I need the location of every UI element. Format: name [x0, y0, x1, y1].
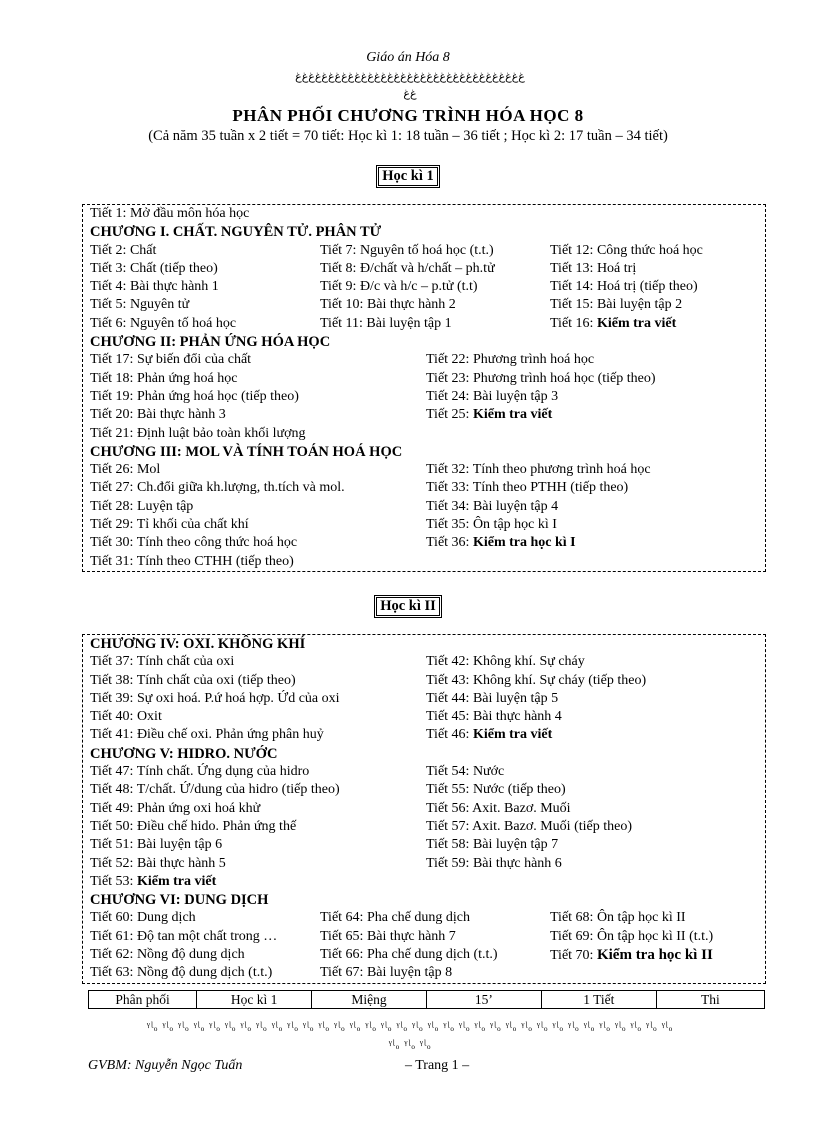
lesson-item: Tiết 64: Pha chế dung dịch	[320, 910, 470, 926]
lesson-number: Tiết 70:	[550, 948, 597, 964]
lesson-row	[83, 781, 765, 799]
lesson-row	[83, 278, 765, 296]
table-cell: Phân phối	[89, 991, 197, 1009]
lesson-number: Tiết 36:	[426, 535, 473, 551]
lesson-item: Tiết 15: Bài luyện tập 2	[550, 297, 683, 313]
lesson-item: Tiết 60: Dung dịch	[90, 910, 196, 926]
teacher-name: GVBM: Nguyễn Ngọc Tuấn	[88, 1058, 243, 1073]
lesson-item: Tiết 13: Hoá trị	[550, 260, 637, 276]
lesson-item: Tiết 68: Ôn tập học kì II	[550, 910, 686, 926]
lesson-item: Tiết 41: Điều chế oxi. Phản ứng phân huỷ	[90, 727, 324, 743]
lesson-item: Tiết 61: Độ tan một chất trong …	[90, 928, 278, 944]
lesson-row	[83, 351, 765, 369]
lesson-row	[83, 800, 765, 818]
table-cell: Học kì 1	[197, 991, 312, 1009]
chapter-title: CHƯƠNG II: PHẢN ỨNG HÓA HỌC	[90, 334, 331, 351]
lesson-item: Tiết 69: Ôn tập học kì II (t.t.)	[550, 928, 714, 944]
lesson-row	[83, 242, 765, 260]
lesson-item: Tiết 48: T/chất. Ứ/dung của hidro (tiếp theo)	[90, 782, 340, 798]
lesson-item	[426, 534, 576, 552]
lesson-row	[83, 553, 765, 571]
lesson-row	[83, 928, 765, 946]
lesson-item: Tiết 55: Nước (tiếp theo)	[426, 782, 566, 798]
lesson-item: Tiết 58: Bài luyện tập 7	[426, 837, 559, 853]
lesson-test-label: Kiểm tra viết	[472, 407, 553, 423]
footer-ornament: ᵞᶩₒ ᵞᶩₒ ᵞᶩₒ ᵞᶩₒ ᵞᶩₒ ᵞᶩₒ ᵞᶩₒ ᵞᶩₒ ᵞᶩₒ ᵞᶩₒ ᵞᶩₒ ᵞᶩₒ ᵞᶩₒ ᵞᶩₒ ᵞᶩₒ ᵞᶩₒ ᵞᶩₒ ᵞᶩₒ ᵞᶩₒ ᵞᶩₒ ᵞᶩₒ ᵞᶩₒ ᵞᶩₒ ᵞᶩₒ ᵞᶩₒ ᵞᶩₒ ᵞᶩₒ ᵞᶩₒ ᵞᶩₒ ᵞᶩₒ ᵞᶩₒ ᵞᶩₒ ᵞᶩₒ ᵞᶩₒ	[146, 1020, 674, 1033]
lesson-item: Tiết 22: Phương trình hoá học	[426, 352, 595, 368]
lesson-row	[83, 726, 765, 744]
semester-1-label: Học kì 1	[378, 167, 438, 186]
lesson-row	[83, 690, 765, 708]
lesson-item: Tiết 67: Bài luyện tập 8	[320, 965, 453, 981]
lesson-item: Tiết 7: Nguyên tố hoá học (t.t.)	[320, 242, 494, 258]
lesson-row	[83, 708, 765, 726]
schedule-table	[88, 990, 765, 1009]
lesson-test-label: Kiểm tra viết	[596, 315, 677, 331]
lesson-row	[83, 315, 765, 333]
lesson-item	[426, 406, 552, 424]
lesson-row	[83, 296, 765, 314]
table-cell: Thi	[656, 991, 764, 1009]
lesson-item: Tiết 4: Bài thực hành 1	[90, 279, 219, 295]
lesson-number: Tiết 53:	[90, 873, 137, 889]
footer-ornament-tail: ᵞᶩₒ ᵞᶩₒ ᵞᶩₒ	[388, 1038, 432, 1051]
chapter-heading	[83, 223, 765, 241]
semester-1-heading	[0, 167, 816, 186]
lesson-row	[83, 388, 765, 406]
lesson-item: Tiết 33: Tính theo PTHH (tiếp theo)	[426, 480, 629, 496]
lesson-item: Tiết 59: Bài thực hành 6	[426, 855, 562, 871]
lesson-row	[83, 763, 765, 781]
lesson-item: Tiết 32: Tính theo phương trình hoá học	[426, 462, 651, 478]
lesson-item: Tiết 56: Axit. Bazơ. Muối	[426, 800, 571, 816]
chapter-title: CHƯƠNG V: HIDRO. NƯỚC	[90, 745, 278, 762]
lesson-item: Tiết 34: Bài luyện tập 4	[426, 498, 559, 514]
chapter-title: CHƯƠNG IV: OXI. KHÔNG KHÍ	[90, 636, 306, 652]
lesson-item: Tiết 19: Phản ứng hoá học (tiếp theo)	[90, 388, 299, 404]
lesson-row	[83, 818, 765, 836]
lesson-row	[83, 964, 765, 982]
ornament-divider: ﻍﻍﻍﻍﻍﻍﻍﻍﻍﻍﻍﻍﻍﻍﻍﻍﻍﻍﻍﻍﻍﻍﻍﻍﻍﻍﻍﻍﻍﻍﻍﻍﻍﻍﻍ	[295, 71, 525, 83]
lesson-item: Tiết 39: Sự oxi hoá. P.ứ hoá hợp. Ứd của oxi	[90, 690, 340, 706]
lesson-item: Tiết 17: Sự biến đổi của chất	[90, 352, 252, 368]
chapter-heading	[83, 745, 765, 763]
lesson-item: Tiết 30: Tính theo công thức hoá học	[90, 535, 298, 551]
lesson-item: Tiết 37: Tính chất của oxi	[90, 654, 235, 670]
lesson-item: Tiết 21: Định luật bảo toàn khối lượng	[90, 425, 306, 441]
lesson-item: Tiết 28: Luyện tập	[90, 498, 194, 514]
lesson-item: Tiết 24: Bài luyện tập 3	[426, 388, 559, 404]
table-row	[89, 991, 765, 1009]
document-header: Giáo án Hóa 8	[366, 50, 450, 65]
lesson-item: Tiết 66: Pha chế dung dịch (t.t.)	[320, 947, 498, 963]
lesson-item: Tiết 5: Nguyên tử	[90, 297, 190, 313]
lesson-item: Tiết 40: Oxit	[90, 709, 162, 725]
lesson-item: Tiết 1: Mở đầu môn hóa học	[90, 206, 250, 221]
lesson-row	[83, 370, 765, 388]
lesson-item: Tiết 2: Chất	[90, 242, 157, 258]
lesson-item: Tiết 52: Bài thực hành 5	[90, 855, 226, 871]
lesson-item: Tiết 63: Nồng độ dung dịch (t.t.)	[90, 965, 273, 981]
lesson-item: Tiết 44: Bài luyện tập 5	[426, 690, 559, 706]
lesson-item: Tiết 12: Công thức hoá học	[550, 242, 703, 258]
ornament-divider-tail: ﻍﻍ	[403, 88, 417, 100]
lesson-item: Tiết 38: Tính chất của oxi (tiếp theo)	[90, 672, 296, 688]
lesson-number: Tiết 25:	[426, 407, 473, 423]
lesson-item: Tiết 9: Đ/c và h/c – p.tử (t.t)	[320, 279, 478, 295]
semester-1-box	[82, 204, 766, 572]
lesson-row	[83, 534, 765, 552]
lesson-item: Tiết 3: Chất (tiếp theo)	[90, 260, 218, 276]
lesson-row	[83, 909, 765, 927]
lesson-item: Tiết 26: Mol	[90, 462, 161, 478]
lesson-item: Tiết 11: Bài luyện tập 1	[320, 315, 452, 331]
chapter-title: CHƯƠNG I. CHẤT. NGUYÊN TỬ. PHÂN TỬ	[90, 224, 382, 241]
lesson-test-label: Kiểm tra viết	[472, 727, 553, 743]
lesson-item: Tiết 10: Bài thực hành 2	[320, 297, 456, 313]
lesson-row	[83, 516, 765, 534]
lesson-test-label: Kiểm tra học kì I	[472, 535, 576, 551]
lesson-item: Tiết 35: Ôn tập học kì I	[426, 517, 557, 533]
lesson-item: Tiết 27: Ch.đổi giữa kh.lượng, th.tích và mol.	[90, 480, 345, 496]
lesson-item: Tiết 47: Tính chất. Ứng dụng của hidro	[90, 764, 310, 780]
lesson-item	[550, 315, 676, 333]
semester-2-label: Học kì II	[376, 597, 440, 616]
lesson-item: Tiết 31: Tính theo CTHH (tiếp theo)	[90, 553, 294, 569]
chapter-title: CHƯƠNG VI: DUNG DỊCH	[90, 892, 269, 909]
lesson-row	[83, 873, 765, 891]
lesson-item: Tiết 14: Hoá trị (tiếp theo)	[550, 279, 698, 295]
lesson-row	[83, 653, 765, 671]
lesson-row	[83, 498, 765, 516]
lesson-item: Tiết 20: Bài thực hành 3	[90, 407, 226, 423]
lesson-row	[83, 406, 765, 424]
lesson-item: Tiết 57: Axit. Bazơ. Muối (tiếp theo)	[426, 818, 632, 834]
lesson-item	[90, 873, 216, 891]
chapter-title: CHƯƠNG III: MOL VÀ TÍNH TOÁN HOÁ HỌC	[90, 443, 403, 460]
lesson-item: Tiết 43: Không khí. Sự cháy (tiếp theo)	[426, 672, 647, 688]
lesson-row	[83, 205, 765, 223]
lesson-item: Tiết 62: Nồng độ dung dịch	[90, 947, 245, 963]
lesson-row	[83, 855, 765, 873]
lesson-item: Tiết 45: Bài thực hành 4	[426, 709, 562, 725]
lesson-item: Tiết 18: Phản ứng hoá học	[90, 370, 238, 386]
lesson-item: Tiết 42: Không khí. Sự cháy	[426, 654, 585, 670]
page-title: PHÂN PHỐI CHƯƠNG TRÌNH HÓA HỌC 8	[232, 106, 584, 125]
page-number: – Trang 1 –	[405, 1058, 470, 1073]
lesson-item: Tiết 65: Bài thực hành 7	[320, 928, 456, 944]
lesson-number: Tiết 46:	[426, 727, 473, 743]
table-cell: Miệng	[312, 991, 427, 1009]
semester-2-box	[82, 634, 766, 984]
chapter-heading	[83, 635, 765, 653]
lesson-item: Tiết 23: Phương trình hoá học (tiếp theo)	[426, 370, 656, 386]
lesson-test-label: Kiểm tra viết	[136, 873, 217, 889]
chapter-heading	[83, 891, 765, 909]
lesson-item: Tiết 29: Tỉ khối của chất khí	[90, 517, 249, 533]
chapter-heading	[83, 443, 765, 461]
lesson-item	[426, 726, 552, 744]
lesson-row	[83, 461, 765, 479]
lesson-item: Tiết 49: Phản ứng oxi hoá khử	[90, 800, 261, 816]
lesson-test-label: Kiểm tra học kì II	[596, 947, 713, 964]
lesson-row	[83, 260, 765, 278]
chapter-heading	[83, 333, 765, 351]
page-subtitle: (Cả năm 35 tuần x 2 tiết = 70 tiết: Học kì 1: 18 tuần – 36 tiết ; Học kì 2: 17 tuần – 34 tiết)	[148, 128, 668, 144]
lesson-number: Tiết 16:	[550, 315, 597, 331]
lesson-item: Tiết 50: Điều chế hido. Phản ứng thế	[90, 818, 297, 834]
lesson-row	[83, 425, 765, 443]
lesson-item	[550, 946, 713, 965]
lesson-item: Tiết 51: Bài luyện tập 6	[90, 837, 223, 853]
lesson-row	[83, 479, 765, 497]
table-cell: 1 Tiết	[541, 991, 656, 1009]
semester-2-heading	[0, 597, 816, 616]
lesson-item: Tiết 6: Nguyên tố hoá học	[90, 315, 237, 331]
lesson-row	[83, 946, 765, 964]
lesson-row	[83, 672, 765, 690]
lesson-item: Tiết 8: Đ/chất và h/chất – ph.tử	[320, 260, 495, 276]
lesson-row	[83, 836, 765, 854]
lesson-item: Tiết 54: Nước	[426, 764, 505, 780]
table-cell: 15’	[426, 991, 541, 1009]
